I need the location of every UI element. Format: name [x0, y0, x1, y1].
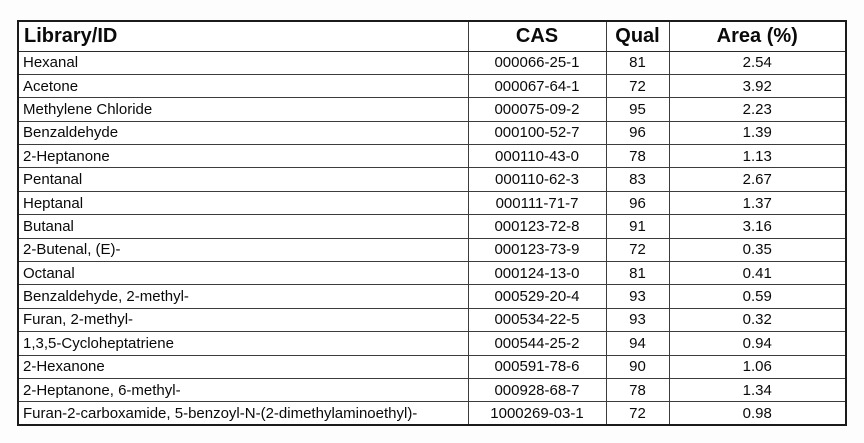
- table-row: [18, 378, 846, 401]
- area-cell: 3.16: [669, 215, 846, 238]
- library-id-cell: Heptanal: [18, 191, 468, 214]
- cas-cell: 000123-72-8: [468, 215, 606, 238]
- qual-cell: 91: [606, 215, 669, 238]
- area-cell: 2.67: [669, 168, 846, 191]
- library-id-cell: Acetone: [18, 74, 468, 97]
- cas-cell: 000110-62-3: [468, 168, 606, 191]
- cas-cell: 000928-68-7: [468, 378, 606, 401]
- table-row: [18, 402, 846, 425]
- cas-cell: 000123-73-9: [468, 238, 606, 261]
- table-row: [18, 332, 846, 355]
- library-id-cell: Pentanal: [18, 168, 468, 191]
- qual-cell: 81: [606, 262, 669, 285]
- area-cell: 2.23: [669, 98, 846, 121]
- cas-cell: 000067-64-1: [468, 74, 606, 97]
- library-id-cell: 2-Heptanone: [18, 145, 468, 168]
- area-cell: 0.98: [669, 402, 846, 425]
- area-cell: 0.41: [669, 262, 846, 285]
- library-id-cell: Benzaldehyde, 2-methyl-: [18, 285, 468, 308]
- library-id-cell: Benzaldehyde: [18, 121, 468, 144]
- table-row: [18, 51, 846, 74]
- library-id-cell: Furan, 2-methyl-: [18, 308, 468, 331]
- library-id-cell: 2-Heptanone, 6-methyl-: [18, 378, 468, 401]
- library-id-cell: Butanal: [18, 215, 468, 238]
- table-row: [18, 215, 846, 238]
- cas-cell: 000534-22-5: [468, 308, 606, 331]
- cas-cell: 000100-52-7: [468, 121, 606, 144]
- area-cell: 1.37: [669, 191, 846, 214]
- cas-cell: 000544-25-2: [468, 332, 606, 355]
- area-cell: 0.94: [669, 332, 846, 355]
- library-id-cell: Furan-2-carboxamide, 5-benzoyl-N-(2-dimethylaminoethyl)-: [18, 402, 468, 425]
- table-row: [18, 238, 846, 261]
- table-row: [18, 121, 846, 144]
- qual-cell: 83: [606, 168, 669, 191]
- cas-cell: 000111-71-7: [468, 191, 606, 214]
- library-id-cell: Methylene Chloride: [18, 98, 468, 121]
- column-header-cas: CAS: [468, 21, 606, 51]
- area-cell: 1.06: [669, 355, 846, 378]
- qual-cell: 72: [606, 74, 669, 97]
- cas-cell: 000066-25-1: [468, 51, 606, 74]
- column-header-qual: Qual: [606, 21, 669, 51]
- qual-cell: 90: [606, 355, 669, 378]
- library-id-cell: Hexanal: [18, 51, 468, 74]
- table-row: [18, 285, 846, 308]
- qual-cell: 96: [606, 121, 669, 144]
- table-row: [18, 74, 846, 97]
- area-cell: 0.59: [669, 285, 846, 308]
- area-cell: 1.34: [669, 378, 846, 401]
- library-id-cell: 2-Butenal, (E)-: [18, 238, 468, 261]
- table-row: [18, 191, 846, 214]
- area-cell: 2.54: [669, 51, 846, 74]
- cas-cell: 000110-43-0: [468, 145, 606, 168]
- column-header-area: Area (%): [669, 21, 846, 51]
- cas-cell: 000124-13-0: [468, 262, 606, 285]
- area-cell: 1.39: [669, 121, 846, 144]
- qual-cell: 93: [606, 285, 669, 308]
- column-header-library-id: Library/ID: [18, 21, 468, 51]
- qual-cell: 72: [606, 238, 669, 261]
- area-cell: 3.92: [669, 74, 846, 97]
- cas-cell: 000075-09-2: [468, 98, 606, 121]
- table-row: [18, 98, 846, 121]
- qual-cell: 94: [606, 332, 669, 355]
- area-cell: 0.32: [669, 308, 846, 331]
- cas-cell: 1000269-03-1: [468, 402, 606, 425]
- cas-cell: 000529-20-4: [468, 285, 606, 308]
- library-id-cell: 1,3,5-Cycloheptatriene: [18, 332, 468, 355]
- qual-cell: 78: [606, 378, 669, 401]
- compound-results-table: [17, 20, 847, 426]
- cas-cell: 000591-78-6: [468, 355, 606, 378]
- library-id-cell: Octanal: [18, 262, 468, 285]
- qual-cell: 78: [606, 145, 669, 168]
- qual-cell: 96: [606, 191, 669, 214]
- area-cell: 0.35: [669, 238, 846, 261]
- table-row: [18, 262, 846, 285]
- qual-cell: 81: [606, 51, 669, 74]
- table-row: [18, 168, 846, 191]
- table-header-row: [18, 21, 846, 51]
- library-id-cell: 2-Hexanone: [18, 355, 468, 378]
- table-row: [18, 145, 846, 168]
- qual-cell: 93: [606, 308, 669, 331]
- table-row: [18, 308, 846, 331]
- area-cell: 1.13: [669, 145, 846, 168]
- qual-cell: 95: [606, 98, 669, 121]
- qual-cell: 72: [606, 402, 669, 425]
- table-row: [18, 355, 846, 378]
